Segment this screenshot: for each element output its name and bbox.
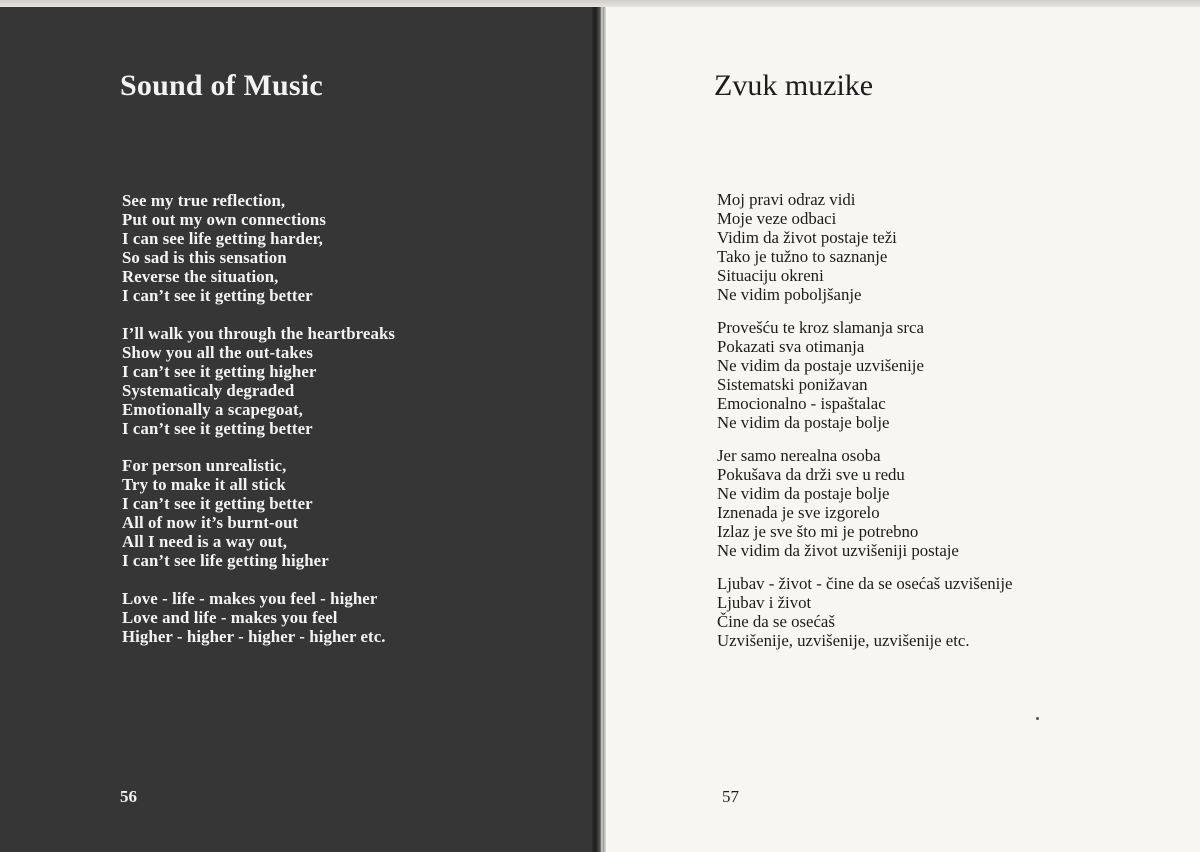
poem-line: Moj pravi odraz vidi [717, 190, 856, 209]
poem-line: Put out my own connections [122, 210, 326, 229]
poem-line: Iznenada je sve izgorelo [717, 503, 880, 522]
poem-line: Jer samo nerealna osoba [717, 446, 881, 465]
poem-line: See my true reflection, [122, 191, 286, 210]
poem-line: I can’t see it getting better [122, 418, 313, 438]
right-stanza-3 [717, 446, 1012, 560]
left-stanza-2 [122, 324, 395, 438]
poem-line: Pokazati sva otimanja [717, 337, 865, 356]
poem-line: Moje veze odbaci [717, 209, 837, 228]
poem-line: Ljubav i život [717, 593, 812, 612]
poem-line: Ne vidim da postaje uzvišenije [717, 356, 924, 375]
right-stanza-1 [717, 190, 1012, 304]
left-poem [122, 191, 395, 646]
poem-line: Sistematski ponižavan [717, 375, 868, 394]
poem-line: Vidim da život postaje teži [717, 228, 897, 247]
poem-line: Pokušava da drži sve u redu [717, 465, 905, 484]
poem-line: Izlaz je sve što mi je potrebno [717, 522, 919, 541]
poem-line: All of now it’s burnt-out [122, 513, 299, 532]
poem-line: Ljubav - život - čine da se osećaš uzvišenije [717, 574, 1013, 593]
poem-line: Uzvišenije, uzvišenije, uzvišenije etc. [717, 631, 970, 650]
right-page-title: Zvuk muzike [714, 69, 874, 102]
poem-line: Ne vidim da postaje bolje [717, 413, 890, 432]
right-stanza-2 [717, 318, 1012, 432]
paper-speck [1036, 717, 1039, 720]
poem-line: Ne vidim poboljšanje [717, 285, 862, 304]
poem-line: Ne vidim da život uzvišeniji postaje [717, 541, 959, 560]
poem-line: I can’t see it getting higher [122, 361, 317, 381]
poem-line: Reverse the situation, [122, 267, 279, 286]
right-page [606, 7, 1200, 852]
poem-line: I can’t see it getting better [122, 286, 313, 305]
left-stanza-1 [122, 191, 395, 305]
poem-line: All I need is a way out, [122, 532, 288, 551]
poem-line: I’ll walk you through the heartbreaks [122, 323, 396, 343]
scan-edge [0, 0, 1200, 7]
poem-line: Love and life - makes you feel [122, 607, 338, 627]
poem-line: For person unrealistic, [122, 456, 287, 475]
left-page-title: Sound of Music [120, 69, 323, 102]
poem-line: Ne vidim da postaje bolje [717, 484, 890, 503]
left-stanza-4 [122, 589, 395, 646]
poem-line: I can’t see life getting higher [122, 551, 329, 570]
poem-line: Tako je tužno to saznanje [717, 247, 888, 266]
poem-line: Provešću te kroz slamanja srca [717, 318, 924, 337]
left-stanza-3 [122, 456, 395, 570]
left-page [0, 7, 596, 852]
poem-line: I can’t see it getting better [122, 494, 313, 513]
poem-line: Emotionally a scapegoat, [122, 399, 303, 419]
right-page-number: 57 [722, 787, 739, 806]
poem-line: So sad is this sensation [122, 248, 287, 267]
poem-line: Situaciju okreni [717, 266, 824, 285]
poem-line: Show you all the out-takes [122, 342, 313, 362]
poem-line: Love - life - makes you feel - higher [122, 588, 378, 608]
poem-line: Systematicaly degraded [122, 380, 295, 400]
poem-line: Emocionalno - ispaštalac [717, 394, 886, 413]
right-stanza-4 [717, 574, 1012, 650]
right-poem [717, 190, 1012, 650]
poem-line: I can see life getting harder, [122, 229, 323, 248]
poem-line: Try to make it all stick [122, 475, 286, 494]
left-page-number: 56 [120, 787, 137, 806]
poem-line: Higher - higher - higher - higher etc. [122, 626, 386, 646]
poem-line: Čine da se osećaš [717, 612, 835, 631]
